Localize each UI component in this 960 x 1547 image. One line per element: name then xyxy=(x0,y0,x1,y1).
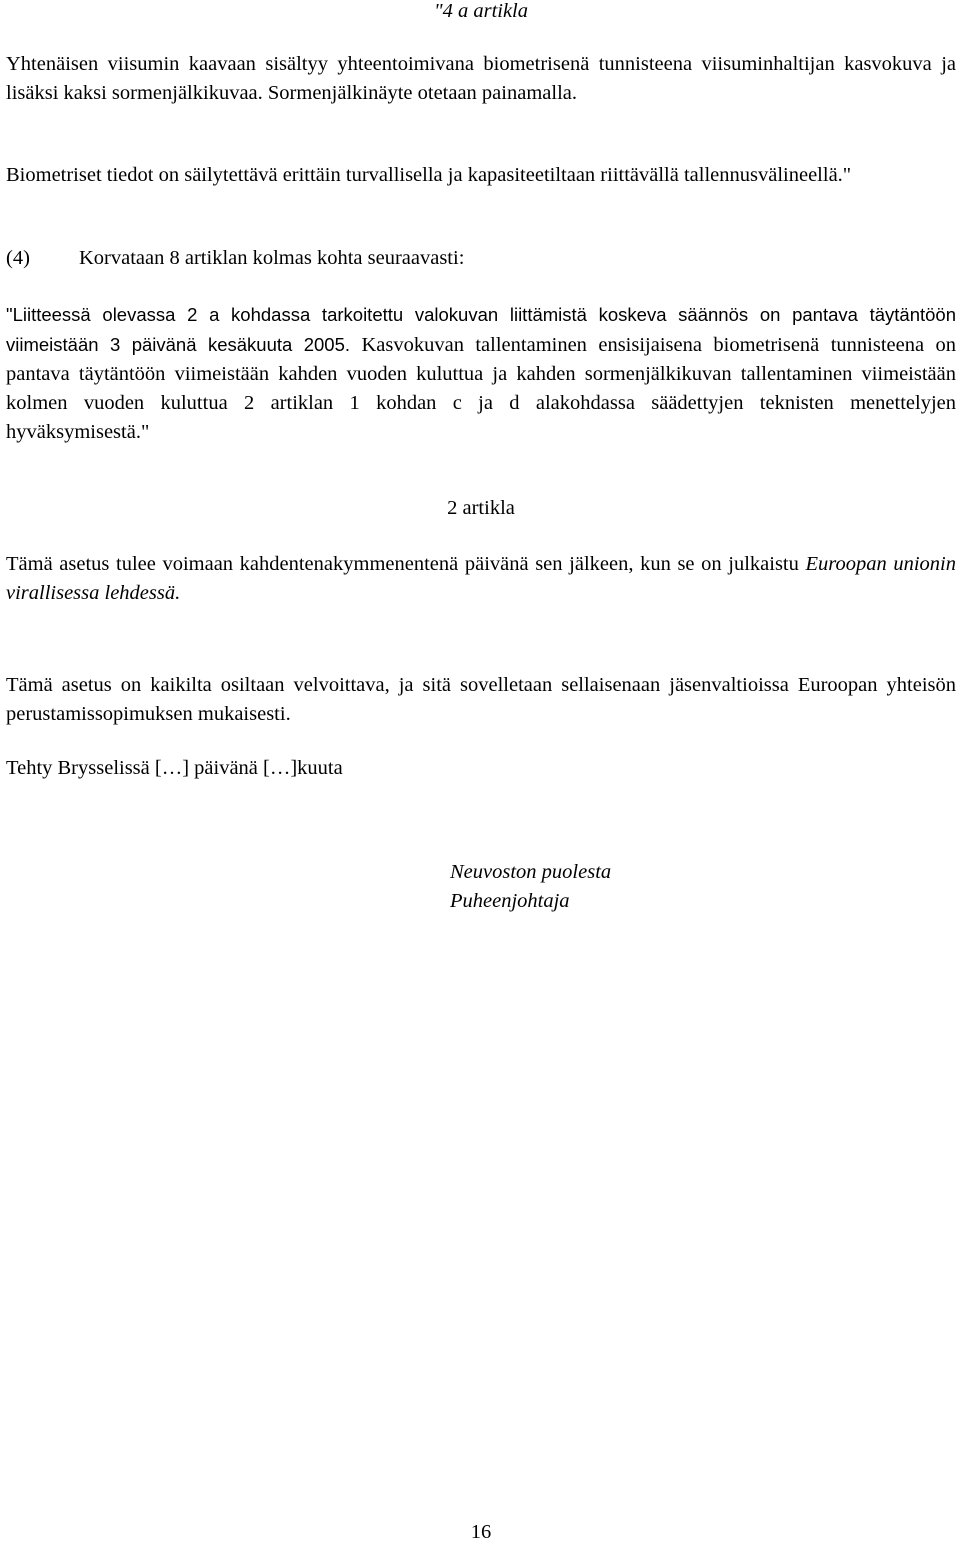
amendment-item-4 xyxy=(6,244,956,273)
signature-council: Neuvoston puolesta xyxy=(450,861,612,883)
official-journal-title: Euroopan unionin virallisessa lehdessä. xyxy=(6,553,956,604)
done-at-brussels: Tehty Brysselissä […] päivänä […]kuuta xyxy=(6,757,343,779)
paragraph-biometric-storage: Biometriset tiedot on säilytettävä erittäin turvallisella ja kapasiteetiltaan riittävällä tallennusvälineellä." xyxy=(6,164,852,186)
quote-biometric-timeline: Kasvokuvan tallentaminen ensisijaisena biometrisenä tunnisteena on pantava täytäntöön viimeistään kahden vuoden kuluttua ja kahden sormenjälkikuvan tallentaminen viimeistään kolmen vuoden kuluttua 2 artiklan 1 kohdan c ja d alakohdassa säädettyjen teknisten menettelyjen hyväksymisestä." xyxy=(6,334,956,443)
paragraph-entry-into-force xyxy=(6,550,956,608)
signature-president: Puheenjohtaja xyxy=(450,890,570,912)
document-page xyxy=(6,0,956,1545)
paragraph-binding-effect: Tämä asetus on kaikilta osiltaan velvoittava, ja sitä sovelletaan sellaisenaan jäsenvaltioissa Euroopan yhteisön perustamissopimuksen mukaisesti. xyxy=(6,674,956,725)
signature-block xyxy=(450,858,611,916)
paragraph-facial-image: Yhtenäisen viisumin kaavaan sisältyy yhteentoimivana biometrisenä tunnisteena viisuminhaltijan kasvokuva ja lisäksi kaksi sormenjälkikuvaa. Sormenjälkinäyte otetaan painamalla. xyxy=(6,53,956,104)
article-heading-4a: "4 a artikla xyxy=(433,0,529,22)
quote-photo-provision: "Liitteessä olevassa 2 a kohdassa tarkoitettu valokuvan liittämistä koskeva säännös on pantava täytäntöön viimeistään 3 päivänä kesäkuuta 2005. xyxy=(6,304,956,355)
article-heading-2: 2 artikla xyxy=(447,497,515,519)
page-number: 16 xyxy=(470,1521,492,1543)
paragraph-implementation-quote xyxy=(6,300,956,447)
amendment-item-text: Korvataan 8 artiklan kolmas kohta seuraavasti: xyxy=(79,247,465,269)
amendment-item-number: (4) xyxy=(6,247,30,269)
entry-into-force-text: Tämä asetus tulee voimaan kahdentenakymmenentenä päivänä sen jälkeen, kun se on julkaistu xyxy=(6,553,806,575)
